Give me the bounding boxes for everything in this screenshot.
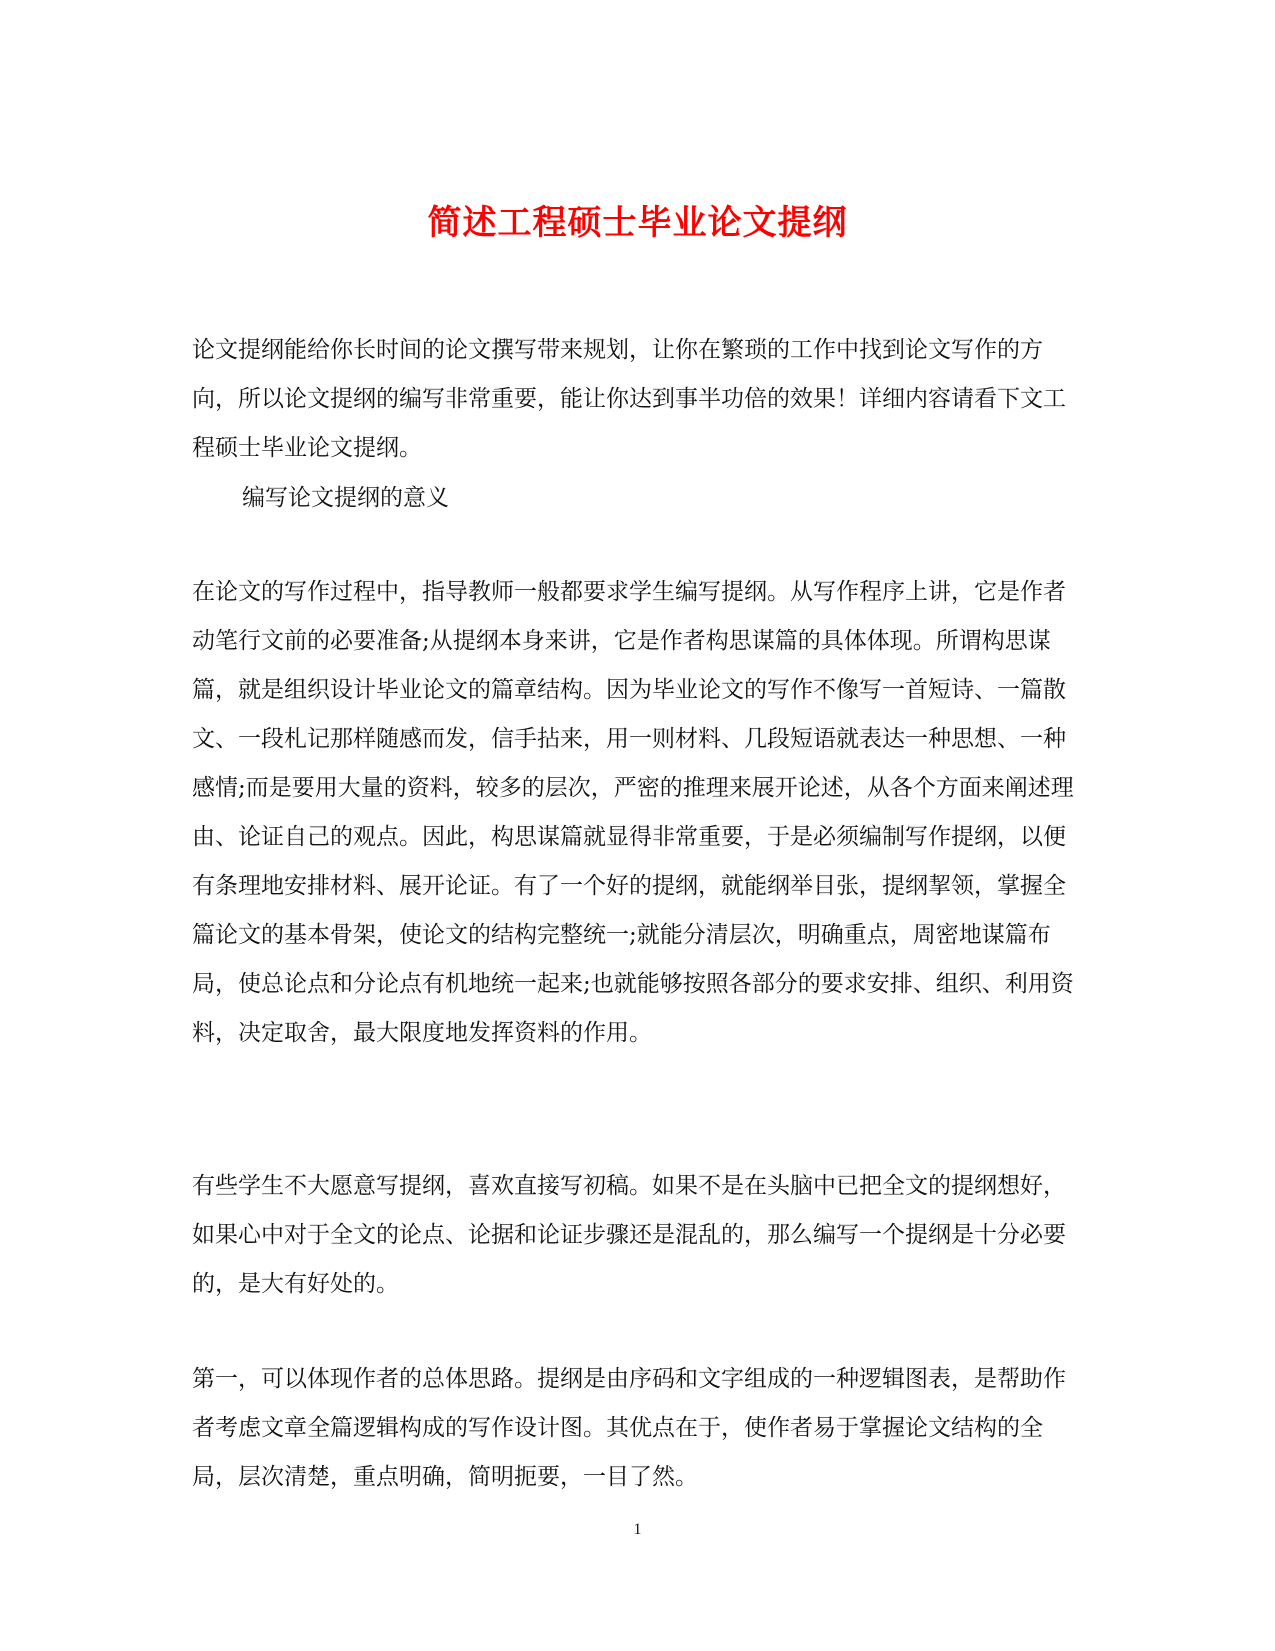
body-paragraph-3: 第一，可以体现作者的总体思路。提纲是由序码和文字组成的一种逻辑图表，是帮助作者考虑文章全篇逻辑构成的写作设计图。其优点在于，使作者易于掌握论文结构的全局，层次清楚，重点明确，简明扼要，一目了然。 <box>192 1366 1066 1490</box>
body-paragraph-1: 在论文的写作过程中，指导教师一般都要求学生编写提纲。从写作程序上讲，它是作者动笔行文前的必要准备;从提纲本身来讲，它是作者构思谋篇的具体体现。所谓构思谋篇，就是组织设计毕业论文的篇章结构。因为毕业论文的写作不像写一首短诗、一篇散文、一段札记那样随感而发，信手拈来，用一则材料、几段短语就表达一种思想、一种感情;而是要用大量的资料，较多的层次，严密的推理来展开论述，从各个方面来阐述理由、论证自己的观点。因此，构思谋篇就显得非常重要，于是必须编制写作提纲，以便有条理地安排材料、展开论证。有了一个好的提纲，就能纲举目张，提纲挈领，掌握全篇论文的基本骨架，使论文的结构完整统一;就能分清层次，明确重点，周密地谋篇布局，使总论点和分论点有机地统一起来;也就能够按照各部分的要求安排、组织、利用资料，决定取舍，最大限度地发挥资料的作用。 <box>192 579 1074 1046</box>
document-title: 简述工程硕士毕业论文提纲 <box>427 202 848 243</box>
body-paragraph-2: 有些学生不大愿意写提纲，喜欢直接写初稿。如果不是在头脑中已把全文的提纲想好，如果心中对于全文的论点、论据和论证步骤还是混乱的，那么编写一个提纲是十分必要的，是大有好处的。 <box>192 1173 1066 1297</box>
section-heading: 编写论文提纲的意义 <box>242 485 449 511</box>
page-number: 1 <box>633 1521 642 1538</box>
intro-paragraph: 论文提纲能给你长时间的论文撰写带来规划，让你在繁琐的工作中找到论文写作的方向，所以论文提纲的编写非常重要，能让你达到事半功倍的效果！详细内容请看下文工程硕士毕业论文提纲。 <box>192 337 1066 461</box>
